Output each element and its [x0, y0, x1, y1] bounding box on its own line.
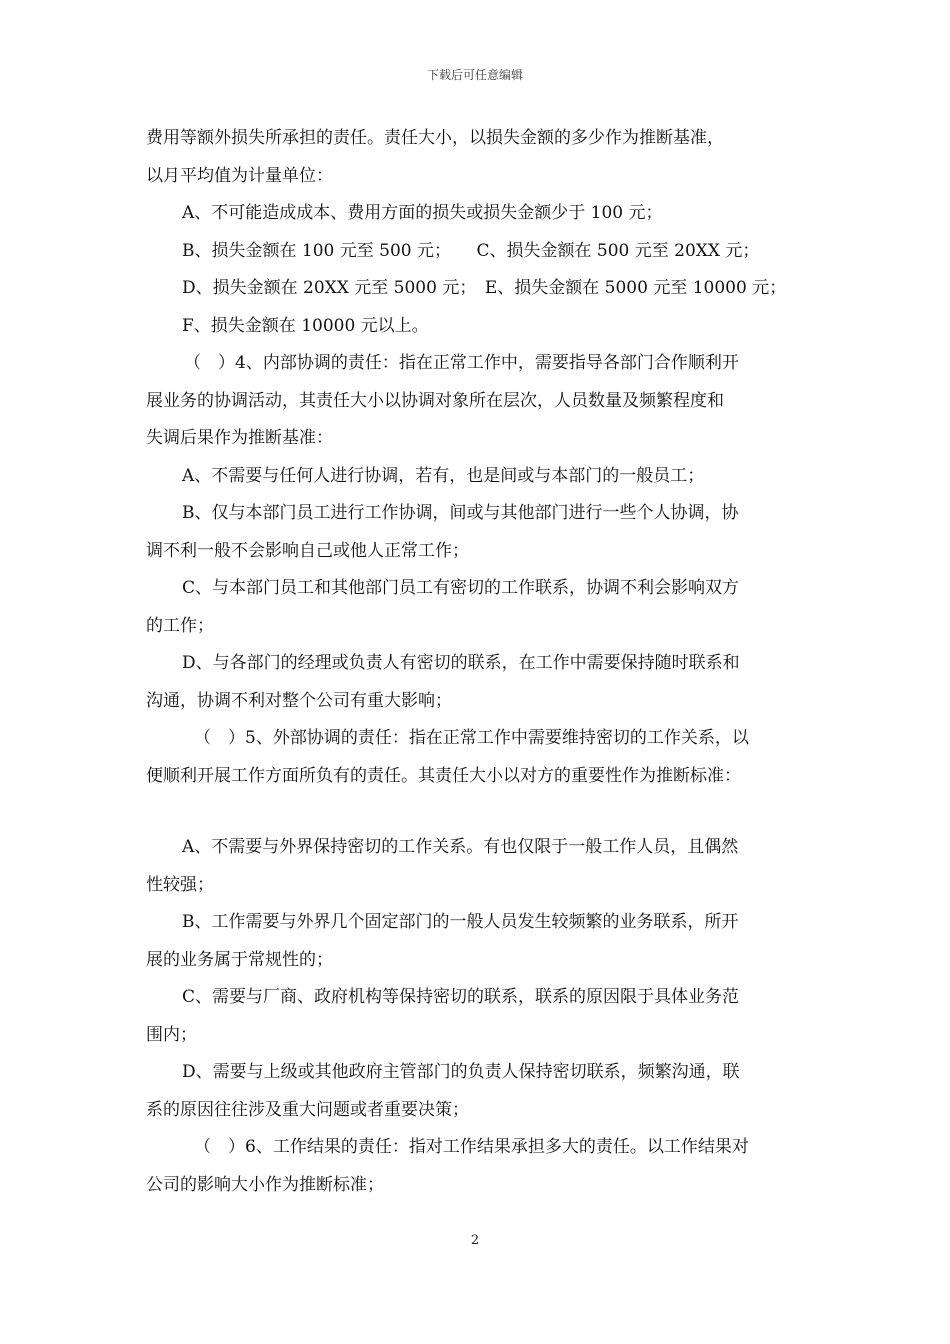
- text-line: 展业务的协调活动，其责任大小以协调对象所在层次，人员数量及频繁程度和: [146, 390, 724, 411]
- option-d: D、与各部门的经理或负责人有密切的联系，在工作中需要保持随时联系和: [182, 653, 740, 673]
- option-f: F、损失金额在 10000 元以上。: [182, 315, 429, 336]
- text-line: 便顺利开展工作方面所负有的责任。其责任大小以对方的重要性作为推断标准：: [146, 765, 741, 786]
- text-line: 沟通，协调不利对整个公司有重大影响；: [146, 690, 452, 711]
- question-6: （ ）6、工作结果的责任：指对工作结果承担多大的责任。以工作结果对: [194, 1137, 749, 1157]
- question-5: （ ）5、外部协调的责任：指在正常工作中需要维持密切的工作关系，以: [194, 728, 749, 748]
- document-body: [146, 120, 811, 1204]
- option-b-c: B、损失金额在 100 元至 500 元； C、损失金额在 500 元至 20XX 元；: [182, 240, 760, 261]
- text-line: 的工作；: [146, 615, 214, 636]
- text-line: 性较强；: [146, 874, 214, 895]
- text-line: 公司的影响大小作为推断标准；: [146, 1174, 384, 1195]
- option-d: D、需要与上级或其他政府主管部门的负责人保持密切联系，频繁沟通，联: [182, 1062, 740, 1082]
- paragraph-gap: [146, 795, 811, 829]
- question-4: （ ）4、内部协调的责任：指在正常工作中，需要指导各部门合作顺利开: [184, 353, 739, 373]
- text-line: 失调后果作为推断基准：: [146, 428, 333, 448]
- option-a: A、不需要与外界保持密切的工作关系。有也仅限于一般工作人员，且偶然: [182, 837, 739, 857]
- text-line: 围内；: [146, 1024, 197, 1045]
- text-line: 调不利一般不会影响自己或他人正常工作；: [146, 540, 469, 561]
- option-b: B、仅与本部门员工进行工作协调，间或与其他部门进行一些个人协调，协: [182, 503, 739, 523]
- text-line: 以月平均值为计量单位：: [146, 165, 333, 186]
- text-line: 系的原因往往涉及重大问题或者重要决策；: [146, 1099, 469, 1120]
- text-line: 费用等额外损失所承担的责任。责任大小，以损失金额的多少作为推断基准，: [146, 128, 724, 148]
- option-c: C、与本部门员工和其他部门员工有密切的工作联系，协调不利会影响双方: [182, 578, 740, 598]
- option-a: A、不需要与任何人进行协调，若有，也是间或与本部门的一般员工；: [182, 465, 705, 486]
- option-c: C、需要与厂商、政府机构等保持密切的联系，联系的原因限于具体业务范: [182, 987, 740, 1007]
- option-a: A、不可能造成成本、费用方面的损失或损失金额少于 100 元；: [182, 203, 663, 223]
- text-line: 展的业务属于常规性的；: [146, 949, 333, 970]
- page-number: 2: [470, 1233, 480, 1248]
- option-d-e: D、损失金额在 20XX 元至 5000 元； E、损失金额在 5000 元至 10000 元；: [182, 278, 787, 298]
- option-b: B、工作需要与外界几个固定部门的一般人员发生较频繁的业务联系，所开: [182, 912, 739, 932]
- page-header: 下载后可任意编辑: [426, 68, 523, 82]
